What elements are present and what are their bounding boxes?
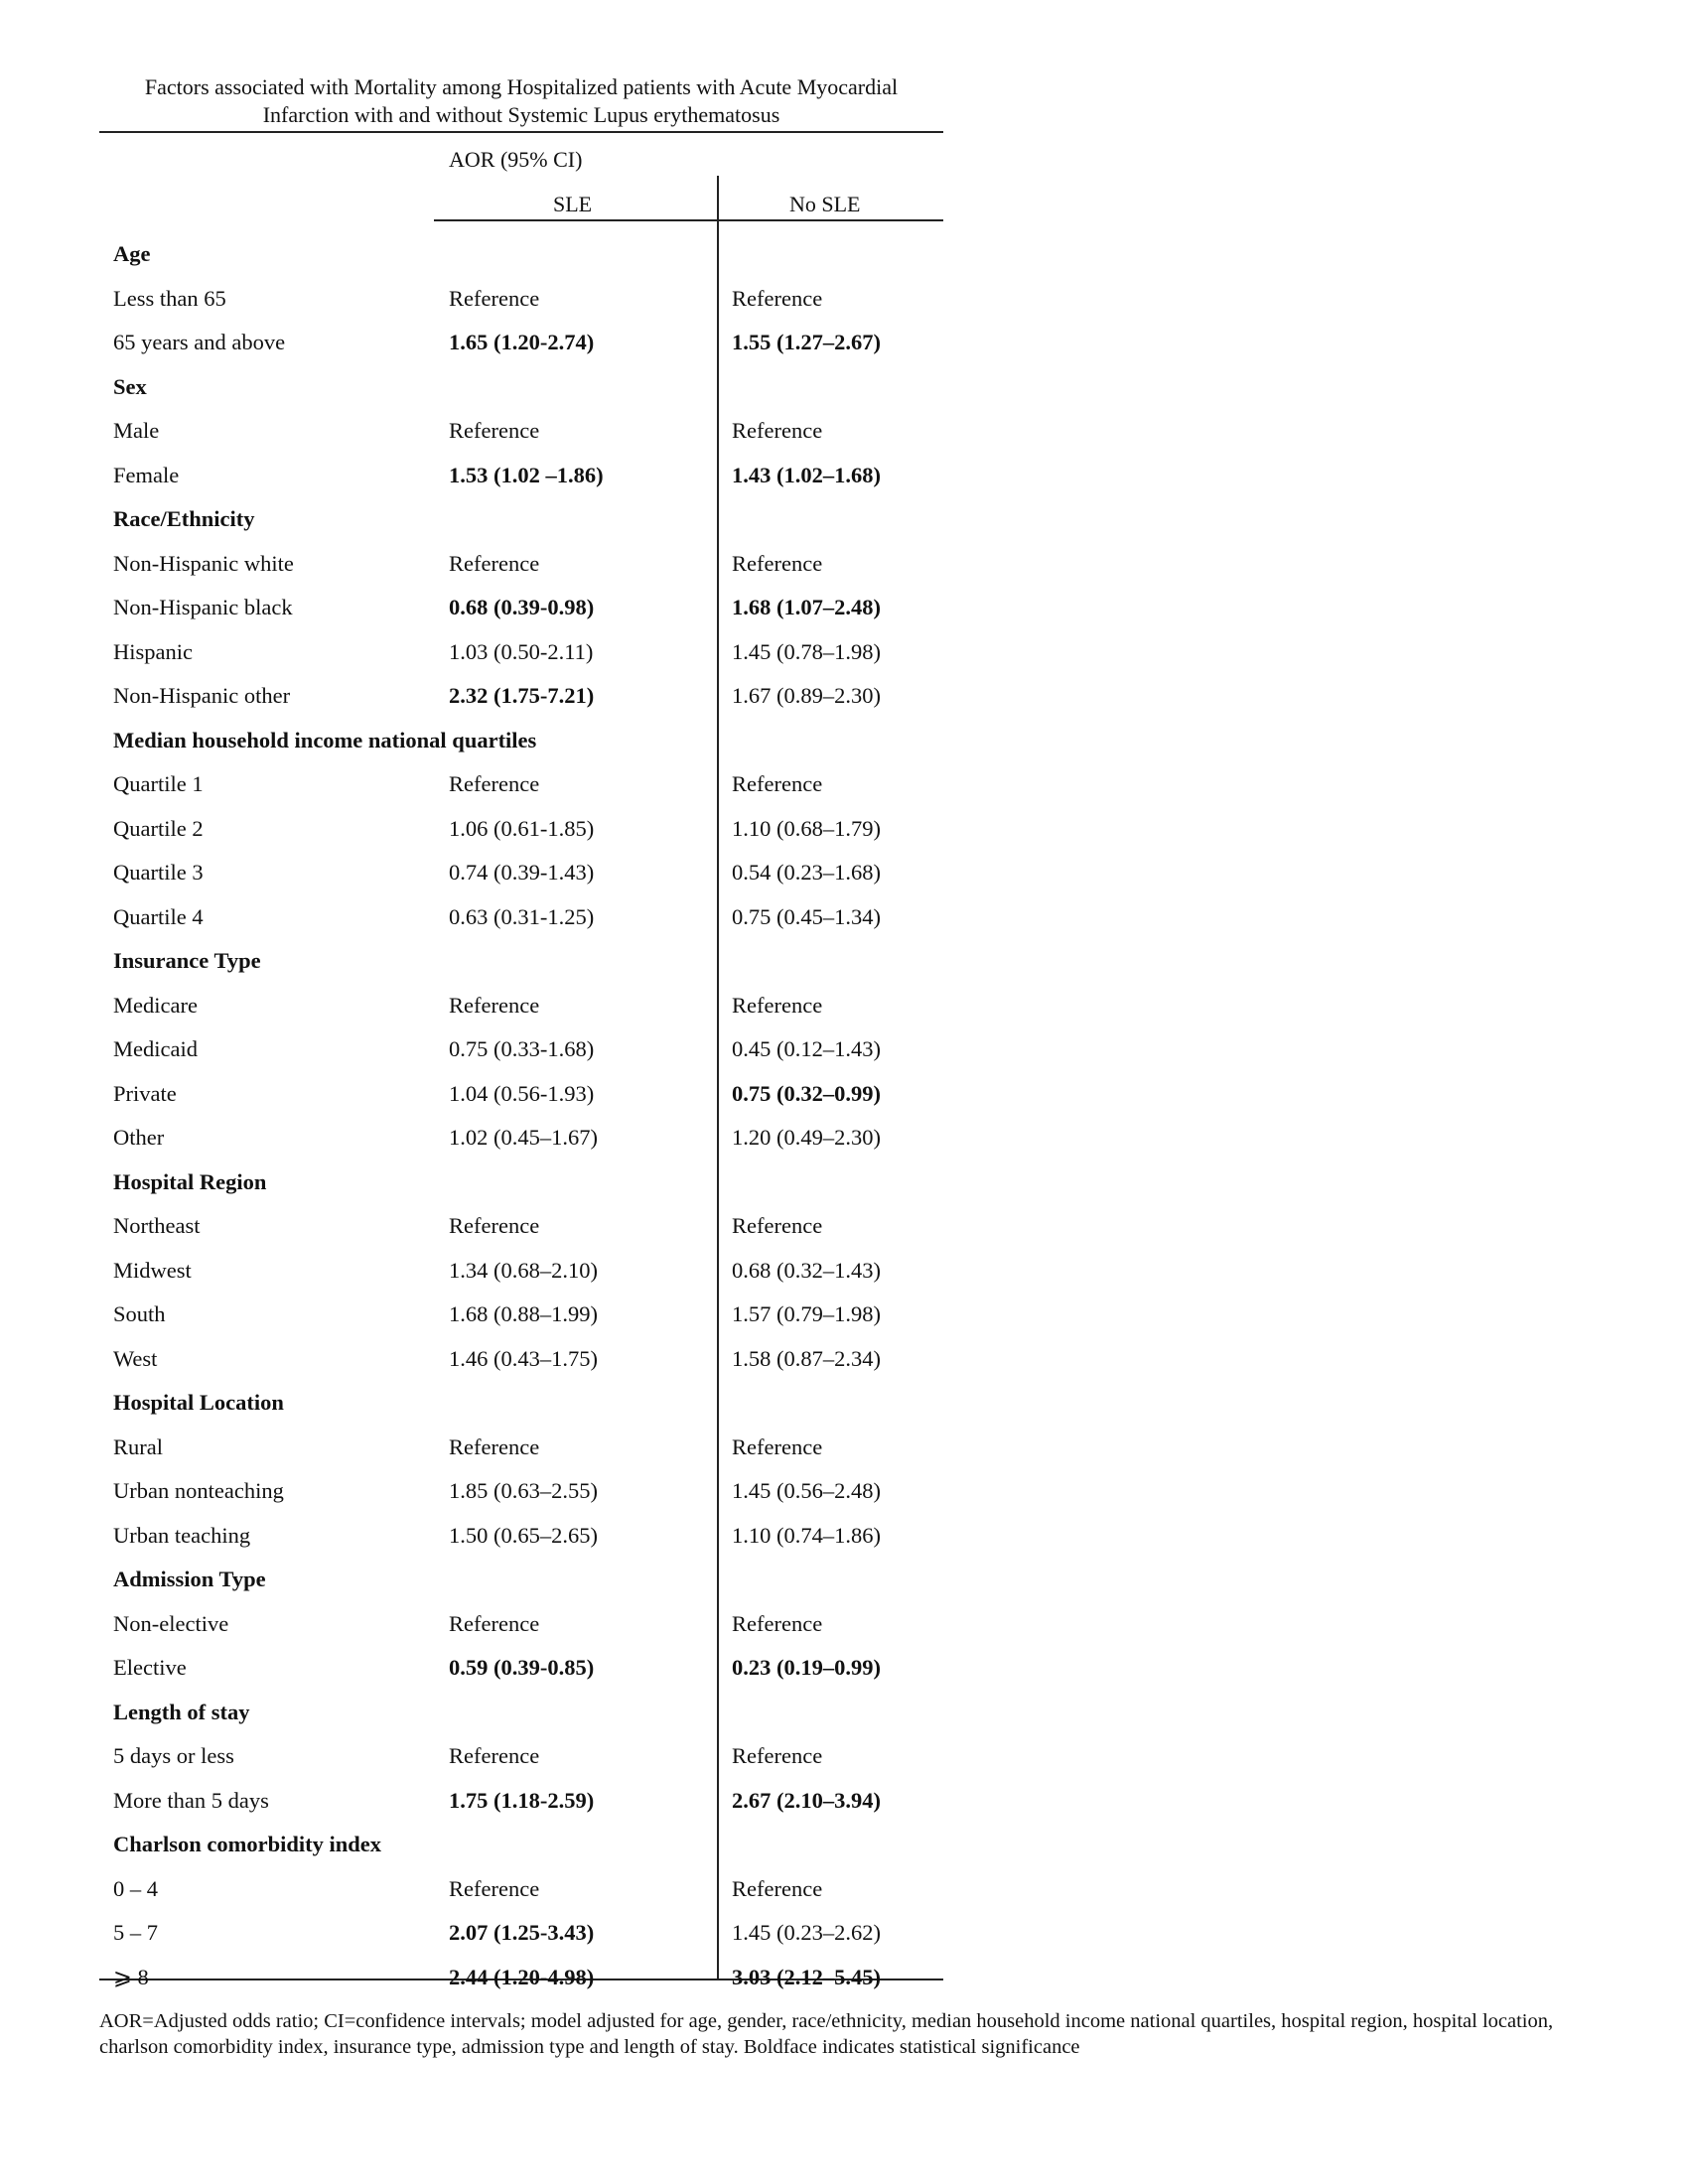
row-label: ⩾ 8 [113, 1964, 149, 1989]
cell-sle: Reference [449, 550, 540, 576]
cell-no-sle: 0.68 (0.32–1.43) [732, 1257, 881, 1283]
table-group-row [0, 719, 1688, 763]
cell-no-sle: 0.54 (0.23–1.68) [732, 860, 881, 885]
table-row [0, 277, 1688, 322]
row-label: Female [113, 462, 180, 487]
row-label: Northeast [113, 1213, 201, 1238]
cell-sle: 1.75 (1.18-2.59) [449, 1787, 595, 1813]
cell-no-sle: Reference [732, 1875, 823, 1901]
table-group-row [0, 1558, 1688, 1602]
table-row [0, 454, 1688, 498]
row-label: Quartile 1 [113, 771, 204, 796]
table-row [0, 984, 1688, 1028]
row-label: 5 days or less [113, 1743, 234, 1768]
table-row [0, 586, 1688, 630]
table-row [0, 674, 1688, 719]
row-label: 0 – 4 [113, 1875, 158, 1901]
column-header-no-sle: No SLE [789, 192, 861, 216]
table-row [0, 1911, 1688, 1956]
row-label: Non-elective [113, 1610, 229, 1636]
group-label: Hospital Location [113, 1390, 284, 1415]
table-row [0, 1602, 1688, 1647]
table-group-row [0, 497, 1688, 542]
cell-sle: Reference [449, 1743, 540, 1768]
cell-sle: 2.32 (1.75-7.21) [449, 683, 595, 708]
cell-no-sle: Reference [732, 992, 823, 1018]
row-label: 65 years and above [113, 330, 286, 354]
row-label: Non-Hispanic white [113, 550, 294, 576]
cell-no-sle: Reference [732, 1743, 823, 1768]
cell-no-sle: 1.58 (0.87–2.34) [732, 1345, 881, 1371]
column-header-rule [434, 219, 943, 221]
row-label: Other [113, 1125, 165, 1150]
cell-no-sle: 1.10 (0.68–1.79) [732, 815, 881, 841]
row-label: Elective [113, 1655, 187, 1680]
row-label: Male [113, 418, 160, 443]
cell-sle: 0.74 (0.39-1.43) [449, 860, 595, 885]
cell-no-sle: 2.67 (2.10–3.94) [732, 1787, 881, 1813]
table-row [0, 1426, 1688, 1470]
table-group-row [0, 1691, 1688, 1735]
table-row [0, 1249, 1688, 1294]
cell-sle: 2.44 (1.20-4.98) [449, 1964, 595, 1989]
row-label: Midwest [113, 1257, 192, 1283]
column-header-sle: SLE [553, 192, 593, 216]
cell-sle: Reference [449, 992, 540, 1018]
cell-sle: 1.03 (0.50-2.11) [449, 638, 594, 664]
table-row [0, 630, 1688, 675]
table-group-row [0, 365, 1688, 410]
cell-sle: 1.53 (1.02 –1.86) [449, 462, 604, 487]
cell-sle: 0.63 (0.31-1.25) [449, 903, 595, 929]
cell-sle: 1.68 (0.88–1.99) [449, 1301, 598, 1326]
cell-no-sle: Reference [732, 418, 823, 443]
table-row [0, 1337, 1688, 1382]
cell-sle: 1.85 (0.63–2.55) [449, 1478, 598, 1503]
cell-sle: Reference [449, 1610, 540, 1636]
cell-no-sle: 1.20 (0.49–2.30) [732, 1125, 881, 1150]
group-label: Median household income national quartiles [113, 727, 537, 752]
cell-no-sle: Reference [732, 1610, 823, 1636]
group-label: Insurance Type [113, 948, 261, 973]
table-row [0, 895, 1688, 940]
cell-sle: 1.06 (0.61-1.85) [449, 815, 595, 841]
cell-sle: 2.07 (1.25-3.43) [449, 1920, 595, 1945]
row-label: Non-Hispanic black [113, 595, 293, 619]
cell-sle: Reference [449, 418, 540, 443]
table-row [0, 762, 1688, 807]
cell-sle: Reference [449, 771, 540, 796]
row-label: More than 5 days [113, 1787, 269, 1813]
cell-no-sle: 0.23 (0.19–0.99) [732, 1655, 881, 1680]
row-label: Quartile 3 [113, 860, 204, 885]
cell-sle: Reference [449, 1433, 540, 1459]
table-footnote: AOR=Adjusted odds ratio; CI=confidence intervals; model adjusted for age, gender, race/ethnicity, median household income national quartiles, hospital region, hospital location, charlson comorbidity index, insurance type, admission type and length of stay. Boldface indicates statistical significance [99, 2010, 1554, 2058]
group-label: Length of stay [113, 1699, 250, 1724]
cell-sle: 0.59 (0.39-0.85) [449, 1655, 595, 1680]
cell-no-sle: 1.68 (1.07–2.48) [732, 595, 881, 619]
table-row [0, 807, 1688, 852]
cell-no-sle: 1.43 (1.02–1.68) [732, 462, 881, 487]
table-row [0, 1734, 1688, 1779]
group-label: Age [113, 241, 151, 266]
row-label: Rural [113, 1433, 163, 1459]
table-row [0, 542, 1688, 587]
cell-sle: 1.02 (0.45–1.67) [449, 1125, 598, 1150]
table-body [0, 232, 1688, 1999]
row-label: Less than 65 [113, 285, 226, 311]
cell-no-sle: 1.57 (0.79–1.98) [732, 1301, 881, 1326]
row-label: South [113, 1301, 166, 1326]
table-row [0, 409, 1688, 454]
table-row [0, 321, 1688, 365]
cell-no-sle: Reference [732, 285, 823, 311]
table-row [0, 1646, 1688, 1691]
group-label: Race/Ethnicity [113, 506, 255, 531]
table-row [0, 1204, 1688, 1249]
row-label: Hispanic [113, 638, 193, 664]
row-label: Medicaid [113, 1036, 198, 1061]
cell-sle: 1.65 (1.20-2.74) [449, 330, 595, 354]
cell-no-sle: 1.67 (0.89–2.30) [732, 683, 881, 708]
cell-sle: 0.68 (0.39-0.98) [449, 595, 595, 619]
table-row [0, 1027, 1688, 1072]
row-label: 5 – 7 [113, 1920, 158, 1945]
table-group-row [0, 1381, 1688, 1426]
cell-sle: Reference [449, 1213, 540, 1238]
group-label: Hospital Region [113, 1168, 267, 1194]
table-row [0, 1779, 1688, 1824]
table-group-row [0, 232, 1688, 277]
table-row [0, 1293, 1688, 1337]
top-rule [99, 131, 943, 133]
table-row [0, 851, 1688, 895]
cell-no-sle: Reference [732, 1433, 823, 1459]
row-label: Urban teaching [113, 1522, 251, 1548]
table-row [0, 1116, 1688, 1160]
cell-sle: Reference [449, 285, 540, 311]
cell-no-sle: 0.75 (0.32–0.99) [732, 1080, 881, 1106]
row-label: Urban nonteaching [113, 1478, 284, 1503]
aor-header: AOR (95% CI) [449, 147, 583, 172]
group-label: Charlson comorbidity index [113, 1832, 382, 1856]
row-label: Medicare [113, 992, 198, 1018]
table-row [0, 1469, 1688, 1514]
row-label: Quartile 4 [113, 903, 204, 929]
table-group-row [0, 1823, 1688, 1867]
table-row [0, 1514, 1688, 1559]
table-row [0, 1072, 1688, 1117]
table-group-row [0, 939, 1688, 984]
cell-sle: 0.75 (0.33-1.68) [449, 1036, 595, 1061]
row-label: Private [113, 1080, 177, 1106]
cell-sle: 1.04 (0.56-1.93) [449, 1080, 595, 1106]
cell-no-sle: 0.75 (0.45–1.34) [732, 903, 881, 929]
cell-no-sle: Reference [732, 1213, 823, 1238]
cell-no-sle: 1.55 (1.27–2.67) [732, 330, 881, 354]
row-label: Non-Hispanic other [113, 683, 291, 708]
cell-no-sle: 1.45 (0.56–2.48) [732, 1478, 881, 1503]
cell-sle: 1.46 (0.43–1.75) [449, 1345, 598, 1371]
table-group-row [0, 1160, 1688, 1205]
cell-no-sle: 1.45 (0.23–2.62) [732, 1920, 881, 1945]
cell-sle: Reference [449, 1875, 540, 1901]
cell-no-sle: Reference [732, 550, 823, 576]
table-caption: Factors associated with Mortality among Hospitalized patients with Acute Myocardial Infarction with and without Systemic Lupus erythematosus [144, 74, 899, 127]
table-row [0, 1956, 1688, 2000]
cell-no-sle: 1.45 (0.78–1.98) [732, 638, 881, 664]
row-label: West [113, 1345, 158, 1371]
cell-sle: 1.34 (0.68–2.10) [449, 1257, 598, 1283]
cell-no-sle: Reference [732, 771, 823, 796]
row-label: Quartile 2 [113, 815, 204, 841]
cell-no-sle: 1.10 (0.74–1.86) [732, 1522, 881, 1548]
cell-sle: 1.50 (0.65–2.65) [449, 1522, 598, 1548]
group-label: Admission Type [113, 1567, 266, 1591]
table-row [0, 1867, 1688, 1912]
group-label: Sex [113, 373, 147, 399]
cell-no-sle: 0.45 (0.12–1.43) [732, 1036, 881, 1061]
cell-no-sle: 3.03 (2.12–5.45) [732, 1964, 881, 1989]
